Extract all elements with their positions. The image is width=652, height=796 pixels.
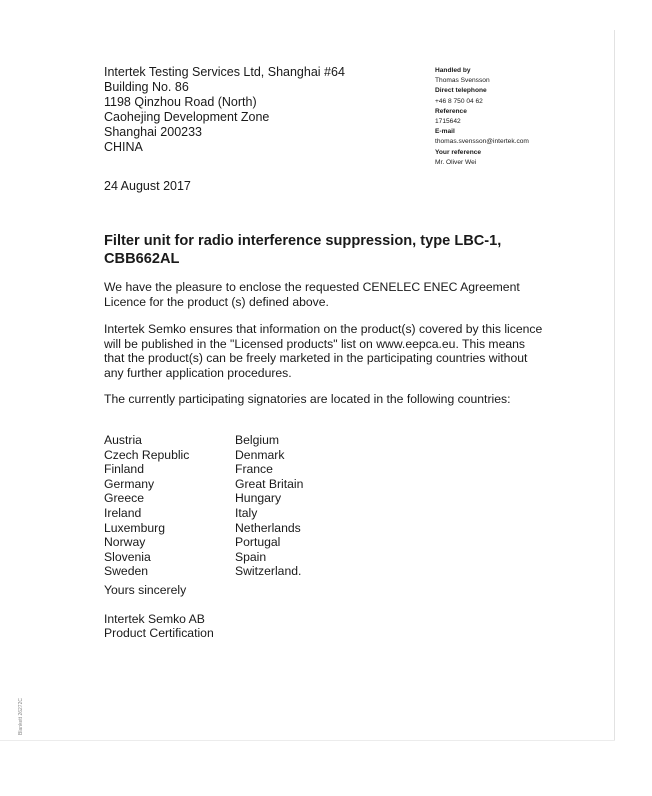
footer-line — [0, 740, 615, 741]
letter-date: 24 August 2017 — [104, 179, 191, 193]
country-name: Italy — [235, 505, 258, 520]
country-row — [104, 564, 303, 579]
reference-label: Reference — [435, 107, 467, 115]
handled-by-label: Handled by — [435, 67, 471, 74]
paragraph-enclosure: We have the pleasure to enclose the requested CENELEC ENEC Agreement Licence for the product (s) defined above. — [104, 280, 520, 309]
signature-department: Product Certification — [104, 626, 214, 640]
closing-phrase: Yours sincerely — [104, 583, 187, 597]
recipient-address — [104, 65, 345, 155]
your-reference-label: Your reference — [435, 148, 482, 156]
letter-subject: Filter unit for radio interference suppression, type LBC-1, CBB662AL — [104, 233, 502, 267]
country-row — [104, 433, 303, 448]
signature-company: Intertek Semko AB — [104, 612, 205, 626]
address-line: 1198 Qinzhou Road (North) — [104, 95, 257, 109]
country-name: Norway — [104, 535, 146, 550]
country-name: Czech Republic — [104, 447, 190, 462]
country-name: Great Britain — [235, 476, 304, 491]
address-line: Shanghai 200233 — [104, 125, 203, 139]
paragraph-signatories: The currently participating signatories are located in the following countries: — [104, 392, 511, 406]
country-row — [104, 491, 303, 506]
country-name: Belgium — [235, 433, 280, 447]
country-row — [104, 448, 303, 463]
country-name: Netherlands — [235, 520, 301, 535]
country-row — [104, 506, 303, 521]
email-value: thomas.svensson@intertek.com — [435, 138, 529, 146]
email-label: E-mail — [435, 128, 455, 136]
country-name: Denmark — [235, 447, 285, 462]
handled-by-value: Thomas Svensson — [435, 77, 490, 85]
phone-label: Direct telephone — [435, 87, 487, 95]
country-name: Portugal — [235, 535, 281, 550]
paragraph-publication: Intertek Semko ensures that information on the product(s) covered by this licence will be published in the "Licensed products" list on www.eepca.eu. This means that the product(s) can be freely marketed in the participating countries without any further application procedures. — [104, 322, 543, 380]
form-code: Blankett 26272C — [18, 698, 24, 735]
country-row — [104, 462, 303, 477]
phone-value: +46 8 750 04 62 — [435, 97, 483, 105]
country-list — [104, 433, 303, 579]
country-name: Sweden — [104, 564, 149, 579]
reference-value: 1715642 — [435, 118, 461, 126]
address-line: Building No. 86 — [104, 80, 189, 94]
country-name: Austria — [104, 433, 142, 447]
address-line: Caohejing Development Zone — [104, 110, 270, 124]
country-name: Hungary — [235, 491, 282, 506]
country-name: France — [235, 462, 273, 477]
country-row — [104, 521, 303, 536]
country-name: Spain — [235, 549, 267, 564]
country-row — [104, 535, 303, 550]
address-line: Intertek Testing Services Ltd, Shanghai #64 — [104, 65, 345, 79]
country-name: Ireland — [104, 505, 142, 520]
country-name: Finland — [104, 462, 144, 477]
country-name: Greece — [104, 491, 144, 506]
country-row — [104, 477, 303, 492]
country-name: Switzerland. — [235, 564, 302, 579]
country-name: Slovenia — [104, 549, 151, 564]
country-name: Germany — [104, 476, 155, 491]
sender-details — [435, 66, 529, 168]
country-row — [104, 550, 303, 565]
your-reference-value: Mr. Oliver Wei — [435, 158, 477, 166]
country-name: Luxemburg — [104, 520, 165, 535]
address-line: CHINA — [104, 140, 143, 154]
page-edge-line — [614, 30, 615, 740]
